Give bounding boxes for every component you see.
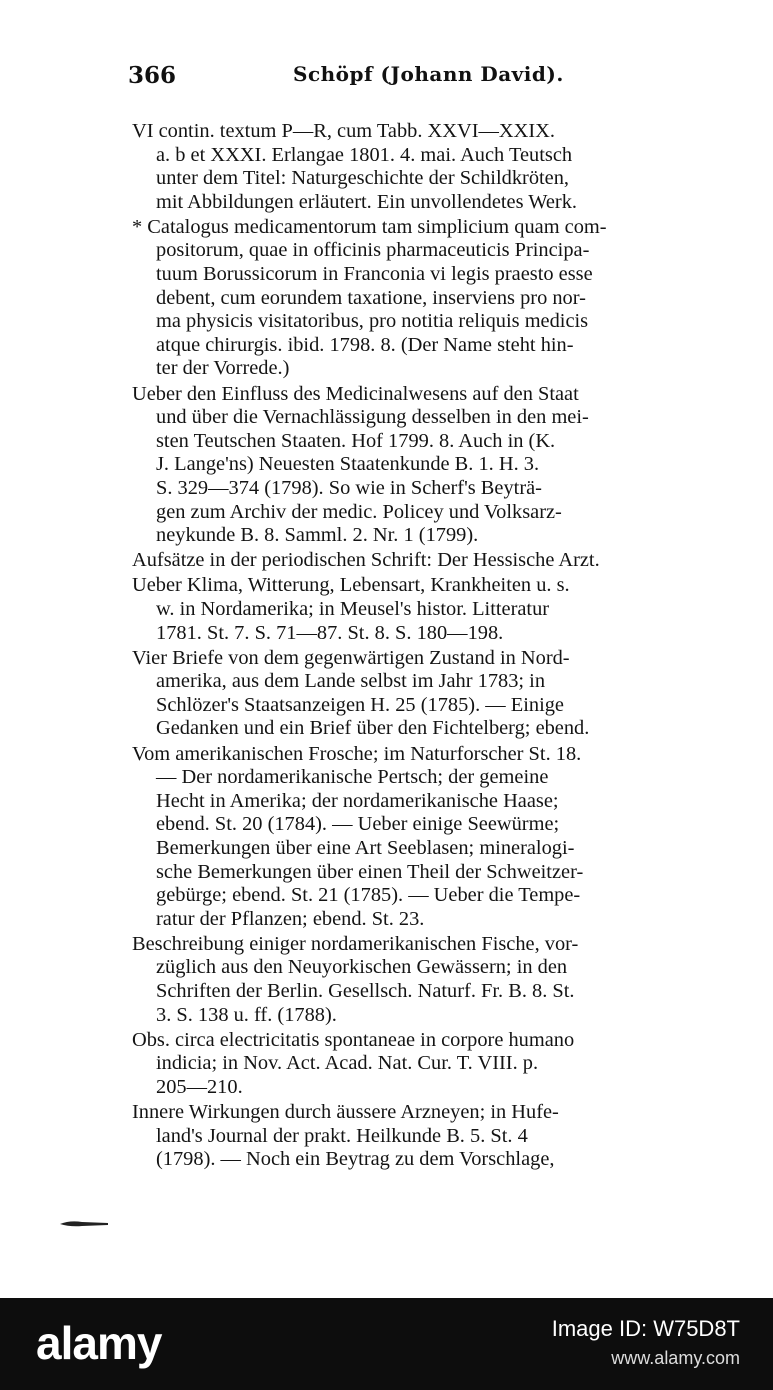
text-line: 205—210.: [156, 1075, 243, 1098]
text-line: Ueber den Einfluss des Medicinalwesens auf den Staat: [132, 382, 579, 405]
bibliography-entry: [132, 933, 707, 1027]
text-line: neykunde B. 8. Samml. 2. Nr. 1 (1799).: [156, 524, 479, 547]
text-line: gebürge; ebend. St. 21 (1785). — Ueber die Tempe-: [156, 884, 581, 907]
text-line: Hecht in Amerika; der nordamerikanische Haase;: [156, 789, 559, 812]
text-line: VI contin. textum P—R, cum Tabb. XXVI—XXIX.: [132, 120, 555, 142]
text-line: 1781. St. 7. S. 71—87. St. 8. S. 180—198.: [156, 621, 504, 644]
text-line: w. in Nordamerika; in Meusel's histor. Litteratur: [156, 597, 550, 620]
watermark-footer: [0, 1298, 773, 1390]
text-line: unter dem Titel: Naturgeschichte der Schildkröten,: [156, 167, 570, 190]
text-line: Ueber Klima, Witterung, Lebensart, Krankheiten u. s.: [132, 574, 570, 597]
text-line: indicia; in Nov. Act. Acad. Nat. Cur. T. VIII. p.: [156, 1052, 539, 1075]
text-line: Beschreibung einiger nordamerikanischen Fische, vor-: [132, 932, 579, 955]
text-line: ma physicis visitatoribus, pro notitia reliquis medicis: [156, 310, 589, 333]
text-line: Vier Briefe von dem gegenwärtigen Zustand in Nord-: [132, 646, 570, 669]
text-line: mit Abbildungen erläutert. Ein unvollendetes Werk.: [156, 190, 577, 213]
text-line: (1798). — Noch ein Beytrag zu dem Vorschlage,: [156, 1148, 555, 1171]
text-line: debent, cum eorundem taxatione, inserviens pro nor-: [156, 286, 586, 309]
image-id: Image ID: W75D8T: [551, 1316, 740, 1341]
text-line: gen zum Archiv der medic. Policey und Volksarz-: [156, 500, 562, 523]
text-line: amerika, aus dem Lande selbst im Jahr 1783; in: [156, 670, 546, 693]
text-line: Bemerkungen über eine Art Seeblasen; mineralogi-: [156, 836, 575, 859]
text-line: * Catalogus medicamentorum tam simplicium quam com-: [132, 215, 607, 238]
text-line: J. Lange'ns) Neuesten Staatenkunde B. 1. H. 3.: [156, 453, 540, 476]
bibliography-entry: [132, 574, 707, 645]
text-line: Vom amerikanischen Frosche; im Naturforscher St. 18.: [132, 742, 582, 765]
text-line: sche Bemerkungen über einen Theil der Schweitzer-: [156, 860, 584, 883]
ornament-mark: [60, 1218, 110, 1228]
bibliography-entry: [132, 549, 707, 573]
bibliography-entry: [132, 383, 707, 548]
text-line: ebend. St. 20 (1784). — Ueber einige Seewürme;: [156, 813, 560, 836]
page-number: 366: [128, 62, 177, 89]
bibliography-entry: [132, 647, 707, 741]
text-line: a. b et XXXI. Erlangae 1801. 4. mai. Auch Teutsch: [156, 143, 573, 166]
bibliography-entry: [132, 120, 707, 214]
bibliography-entry: [132, 1029, 707, 1100]
text-line: Schlözer's Staatsanzeigen H. 25 (1785). — Einige: [156, 693, 564, 716]
text-line: land's Journal der prakt. Heilkunde B. 5. St. 4: [156, 1124, 528, 1147]
text-line: 3. S. 138 u. ff. (1788).: [156, 1003, 337, 1026]
bibliography-entry: [132, 1101, 707, 1172]
text-line: Innere Wirkungen durch äussere Arzneyen; in Hufe-: [132, 1101, 559, 1124]
site-url: www.alamy.com: [611, 1348, 740, 1368]
text-line: ratur der Pflanzen; ebend. St. 23.: [156, 907, 425, 930]
bibliography-entry: [132, 743, 707, 932]
page-header: [128, 62, 713, 96]
text-line: — Der nordamerikanische Pertsch; der gemeine: [156, 766, 549, 789]
text-line: Gedanken und ein Brief über den Fichtelberg; ebend.: [156, 717, 590, 740]
text-line: und über die Vernachlässigung desselben in den mei-: [156, 406, 589, 429]
bibliography-entry: [132, 216, 707, 381]
text-line: positorum, quae in officinis pharmaceuticis Principa-: [156, 239, 590, 262]
text-line: Aufsätze in der periodischen Schrift: Der Hessische Arzt.: [132, 549, 600, 572]
text-line: Schriften der Berlin. Gesellsch. Naturf. Fr. B. 8. St.: [156, 980, 575, 1003]
text-line: tuum Borussicorum in Franconia vi legis praesto esse: [156, 263, 593, 286]
text-line: züglich aus den Neuyorkischen Gewässern; in den: [156, 956, 568, 979]
text-line: atque chirurgis. ibid. 1798. 8. (Der Name steht hin-: [156, 333, 574, 356]
text-line: sten Teutschen Staaten. Hof 1799. 8. Auch in (K.: [156, 429, 556, 452]
text-line: Obs. circa electricitatis spontaneae in corpore humano: [132, 1028, 575, 1051]
text-line: ter der Vorrede.): [156, 357, 290, 380]
running-title: Schöpf (Johann David).: [293, 62, 564, 86]
brand-logo: alamy: [36, 1317, 162, 1369]
text-line: S. 329—374 (1798). So wie in Scherf's Beyträ-: [156, 476, 542, 499]
